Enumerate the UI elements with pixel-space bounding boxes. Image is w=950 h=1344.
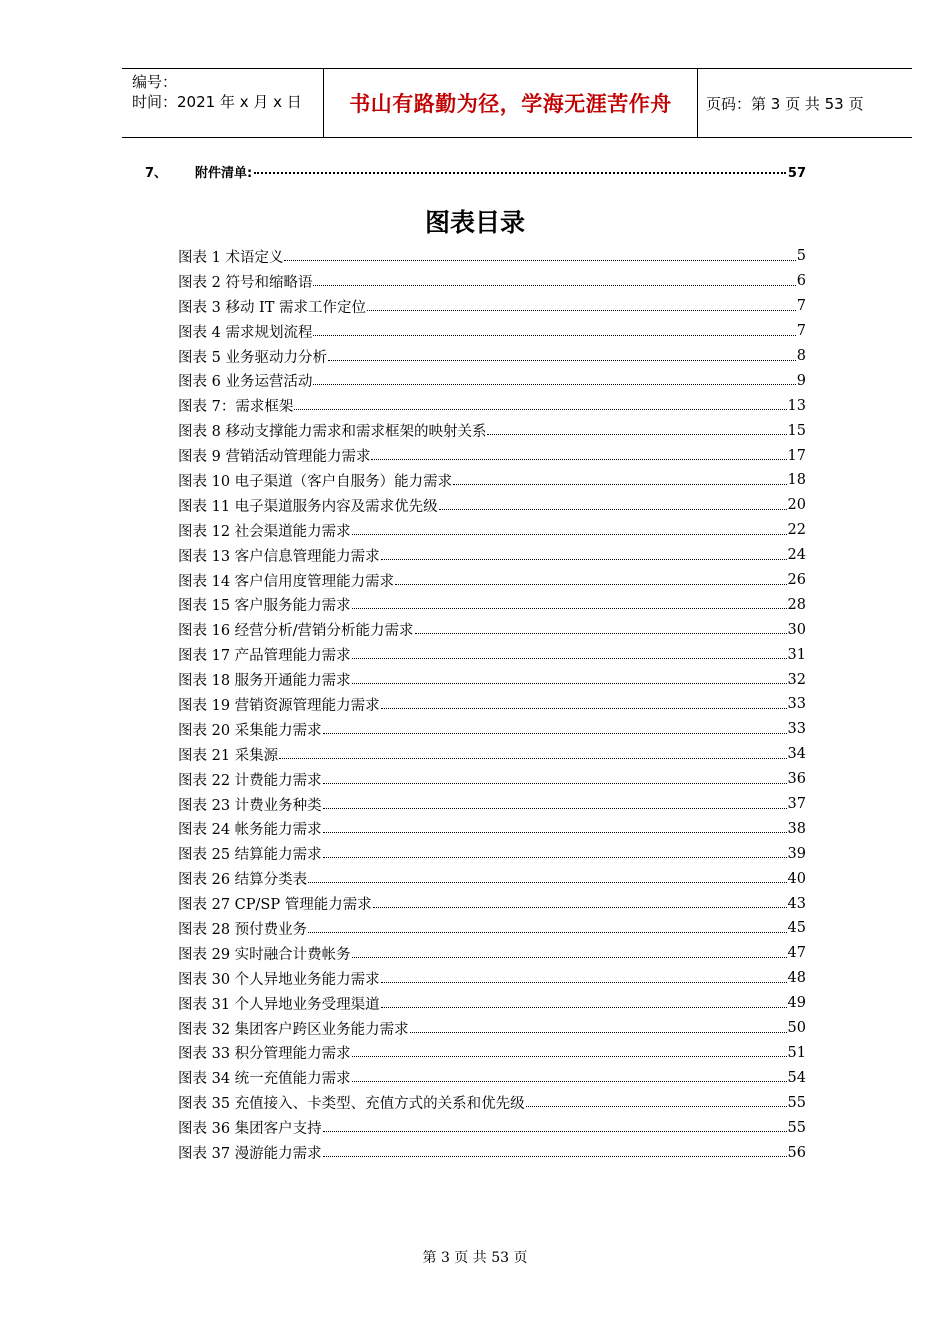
toc-leader-dots — [254, 172, 786, 174]
figure-page-number: 33 — [787, 721, 806, 738]
figure-page-number: 45 — [787, 920, 806, 937]
figure-list-item[interactable] — [178, 1041, 806, 1066]
leader-dots — [328, 360, 796, 361]
figure-list-item[interactable] — [178, 393, 806, 418]
leader-dots — [395, 584, 786, 585]
code-label: 编号： — [132, 73, 178, 91]
leader-dots — [371, 459, 786, 460]
leader-dots — [352, 683, 787, 684]
figure-page-number: 20 — [787, 497, 806, 514]
figure-list-item[interactable] — [178, 966, 806, 991]
figure-list-item[interactable] — [178, 344, 806, 369]
figure-label: 图表 20 采集能力需求 — [178, 722, 322, 739]
figure-page-number: 50 — [787, 1020, 806, 1037]
figure-label: 图表 16 经营分析/营销分析能力需求 — [178, 623, 414, 640]
leader-dots — [323, 1131, 787, 1132]
leader-dots — [373, 907, 787, 908]
figure-label: 图表 18 服务开通能力需求 — [178, 673, 351, 690]
figure-list-item[interactable] — [178, 443, 806, 468]
figure-page-number: 6 — [796, 273, 806, 290]
figure-label: 图表 1 术语定义 — [178, 249, 284, 266]
figure-list-item[interactable] — [178, 692, 806, 717]
figure-label: 图表 37 漫游能力需求 — [178, 1146, 322, 1162]
figure-list-item[interactable] — [178, 816, 806, 841]
figure-page-number: 13 — [787, 397, 806, 414]
figure-page-number: 31 — [787, 646, 806, 663]
figure-label: 图表 22 计费能力需求 — [178, 772, 322, 789]
leader-dots — [323, 783, 787, 784]
figure-page-number: 37 — [787, 796, 806, 813]
figure-list-item[interactable] — [178, 568, 806, 593]
leader-dots — [308, 882, 786, 883]
leader-dots — [381, 559, 787, 560]
leader-dots — [279, 758, 786, 759]
figure-label: 图表 11 电子渠道服务内容及需求优先级 — [178, 498, 438, 515]
figure-list-item[interactable] — [178, 991, 806, 1016]
leader-dots — [294, 409, 786, 410]
figure-label: 图表 30 个人异地业务能力需求 — [178, 971, 380, 988]
figure-page-number: 38 — [787, 820, 806, 837]
header-motto-cell — [323, 69, 698, 137]
leader-dots — [352, 534, 787, 535]
figure-page-number: 17 — [787, 447, 806, 464]
figure-label: 图表 3 移动 IT 需求工作定位 — [178, 299, 367, 316]
figure-label: 图表 6 业务运营活动 — [178, 374, 313, 391]
toc-entry-label: 附件清单: — [195, 166, 253, 181]
figure-page-number: 5 — [796, 248, 806, 265]
leader-dots — [352, 957, 787, 958]
figure-page-number: 55 — [787, 1094, 806, 1111]
figure-list-item[interactable] — [178, 269, 806, 294]
leader-dots — [381, 982, 787, 983]
leader-dots — [352, 1056, 787, 1057]
figure-list-item[interactable] — [178, 742, 806, 767]
figure-list-item[interactable] — [178, 1090, 806, 1115]
figure-page-number: 9 — [796, 372, 806, 389]
leader-dots — [410, 1032, 787, 1033]
figure-label: 图表 7：需求框架 — [178, 399, 294, 416]
figure-list-item[interactable] — [178, 1115, 806, 1140]
figure-page-number: 43 — [787, 895, 806, 912]
figure-page-number: 54 — [787, 1069, 806, 1086]
header-meta — [122, 69, 322, 137]
figure-page-number: 7 — [796, 323, 806, 340]
figure-page-number: 47 — [787, 945, 806, 962]
leader-dots — [453, 484, 786, 485]
figure-page-number: 40 — [787, 870, 806, 887]
figure-label: 图表 36 集团客户支持 — [178, 1121, 322, 1138]
leader-dots — [323, 832, 787, 833]
figure-list-title: 图表目录 — [424, 208, 525, 237]
figure-label: 图表 32 集团客户跨区业务能力需求 — [178, 1021, 409, 1038]
leader-dots — [487, 434, 786, 435]
figure-page-number: 7 — [796, 298, 806, 315]
figure-list-item[interactable] — [178, 717, 806, 742]
leader-dots — [313, 384, 795, 385]
figure-list-item[interactable] — [178, 767, 806, 792]
figure-list-item[interactable] — [178, 294, 806, 319]
figure-label: 图表 19 营销资源管理能力需求 — [178, 697, 380, 714]
figure-page-number: 28 — [787, 596, 806, 613]
figure-label: 图表 25 结算能力需求 — [178, 847, 322, 864]
figure-label: 图表 29 实时融合计费帐务 — [178, 946, 351, 963]
figure-list-item[interactable] — [178, 667, 806, 692]
figure-page-number: 33 — [787, 696, 806, 713]
figure-page-number: 48 — [787, 970, 806, 987]
figure-label: 图表 28 预付费业务 — [178, 921, 308, 938]
leader-dots — [352, 1081, 787, 1082]
leader-dots — [323, 733, 787, 734]
leader-dots — [381, 1007, 787, 1008]
figure-page-number: 15 — [787, 422, 806, 439]
figure-list-item[interactable] — [178, 866, 806, 891]
toc-entry-attachments[interactable] — [145, 162, 806, 182]
figure-list-item[interactable] — [178, 493, 806, 518]
figure-list-item[interactable] — [178, 1065, 806, 1090]
figure-list-item[interactable] — [178, 792, 806, 817]
header-page-cell — [698, 69, 912, 137]
figure-page-number: 56 — [787, 1144, 806, 1161]
leader-dots — [439, 509, 787, 510]
figure-label: 图表 15 客户服务能力需求 — [178, 598, 351, 615]
footer-page-text: 第 3 页 共 53 页 — [422, 1250, 528, 1266]
figure-label: 图表 10 电子渠道（客户自服务）能力需求 — [178, 473, 453, 490]
leader-dots — [367, 310, 796, 311]
toc-entry-page: 57 — [787, 166, 806, 181]
figure-list-item[interactable] — [178, 916, 806, 941]
leader-dots — [323, 857, 787, 858]
figure-label: 图表 8 移动支撑能力需求和需求框架的映射关系 — [178, 424, 487, 441]
figure-list-item[interactable] — [178, 891, 806, 916]
figure-list-item[interactable] — [178, 418, 806, 443]
figure-label: 图表 31 个人异地业务受理渠道 — [178, 996, 380, 1013]
leader-dots — [323, 808, 787, 809]
figure-list-item[interactable] — [178, 543, 806, 568]
page-header — [122, 68, 912, 138]
figure-list-item[interactable] — [178, 319, 806, 344]
toc-entry-number: 7、 — [145, 166, 168, 181]
figure-list-item[interactable] — [178, 518, 806, 543]
figure-label: 图表 9 营销活动管理能力需求 — [178, 449, 371, 466]
figure-label: 图表 12 社会渠道能力需求 — [178, 523, 351, 540]
leader-dots — [352, 608, 787, 609]
figure-list-item[interactable] — [178, 592, 806, 617]
figure-label: 图表 21 采集源 — [178, 747, 279, 764]
figure-label: 图表 23 计费业务种类 — [178, 797, 322, 814]
leader-dots — [313, 335, 795, 336]
header-page-info: 页码：第 3 页 共 53 页 — [706, 94, 864, 113]
figure-label: 图表 14 客户信用度管理能力需求 — [178, 573, 395, 590]
figure-page-number: 39 — [787, 845, 806, 862]
figure-list-item[interactable] — [178, 617, 806, 642]
leader-dots — [323, 1156, 787, 1157]
figure-list-item[interactable] — [178, 941, 806, 966]
figure-list-item[interactable] — [178, 841, 806, 866]
figure-page-number: 36 — [787, 771, 806, 788]
figure-list-item[interactable] — [178, 642, 806, 667]
figure-label: 图表 17 产品管理能力需求 — [178, 648, 351, 665]
figure-label: 图表 27 CP/SP 管理能力需求 — [178, 897, 372, 914]
figure-page-number: 51 — [787, 1044, 806, 1061]
leader-dots — [526, 1106, 787, 1107]
header-motto: 书山有路勤为径，学海无涯苦作舟 — [349, 92, 672, 116]
figure-list-item[interactable] — [178, 244, 806, 269]
figure-list-item[interactable] — [178, 1016, 806, 1041]
figure-label: 图表 5 业务驱动力分析 — [178, 349, 327, 366]
figure-page-number: 49 — [787, 995, 806, 1012]
figure-label: 图表 35 充值接入、卡类型、充值方式的关系和优先级 — [178, 1096, 525, 1113]
figure-list — [178, 244, 806, 1165]
leader-dots — [313, 285, 795, 286]
leader-dots — [308, 932, 786, 933]
figure-page-number: 55 — [787, 1119, 806, 1136]
figure-label: 图表 33 积分管理能力需求 — [178, 1046, 351, 1063]
figure-list-item[interactable] — [178, 368, 806, 393]
leader-dots — [284, 260, 795, 261]
figure-page-number: 26 — [787, 572, 806, 589]
figure-page-number: 22 — [787, 522, 806, 539]
time-label: 时间：2021 年 x 月 x 日 — [132, 93, 302, 111]
figure-list-item[interactable] — [178, 468, 806, 493]
figure-page-number: 18 — [787, 472, 806, 489]
figure-label: 图表 26 结算分类表 — [178, 872, 308, 889]
figure-label: 图表 13 客户信息管理能力需求 — [178, 548, 380, 565]
figure-page-number: 24 — [787, 547, 806, 564]
figure-label: 图表 2 符号和缩略语 — [178, 274, 313, 291]
figure-label: 图表 24 帐务能力需求 — [178, 822, 322, 839]
figure-label: 图表 34 统一充值能力需求 — [178, 1071, 351, 1088]
leader-dots — [415, 633, 787, 634]
figure-page-number: 34 — [787, 746, 806, 763]
leader-dots — [352, 658, 787, 659]
figure-page-number: 32 — [787, 671, 806, 688]
page-footer — [0, 1247, 950, 1267]
figure-label: 图表 4 需求规划流程 — [178, 324, 313, 341]
figure-page-number: 8 — [796, 348, 806, 364]
figure-list-item[interactable] — [178, 1140, 806, 1165]
leader-dots — [381, 708, 787, 709]
figure-page-number: 30 — [787, 621, 806, 638]
